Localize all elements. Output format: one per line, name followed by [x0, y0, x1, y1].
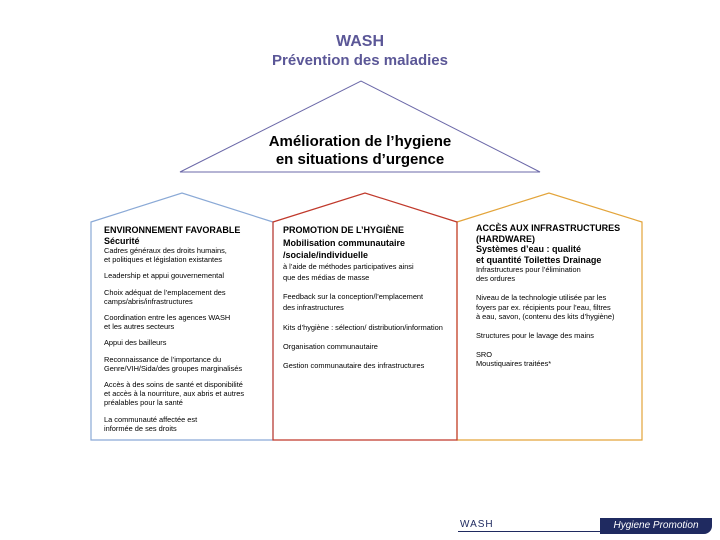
item-line: Appui des bailleurs	[104, 338, 167, 348]
list-item	[476, 293, 638, 321]
item-line: et politiques et législation existantes	[104, 255, 222, 265]
item-line: informée de ses droits	[104, 423, 177, 433]
item-line: foyers par ex. récipients pour l’eau, filtres	[476, 302, 611, 312]
item-line: Gestion communautaire des infrastructures	[283, 360, 425, 370]
item-line: et les autres secteurs	[104, 322, 175, 332]
item-line: SRO	[476, 350, 493, 360]
list-item	[476, 265, 638, 283]
list-item	[104, 246, 264, 264]
subheading-line: et quantité Toilettes Drainage	[476, 254, 602, 265]
item-line: Niveau de la technologie utilisée par les	[476, 293, 607, 303]
footer-wash-label: WASH	[460, 519, 494, 530]
page-subtitle: Prévention des maladies	[272, 52, 448, 69]
item-line: des ordures	[476, 274, 516, 284]
column-environnement	[104, 225, 264, 440]
item-line: Coordination entre les agences WASH	[104, 313, 231, 323]
list-item	[104, 380, 264, 408]
item-line: que des médias de masse	[283, 272, 370, 282]
roof-line-1: Amélioration de l’hygiene	[268, 133, 452, 150]
item-line: Cadres généraux des droits humains,	[104, 246, 227, 255]
subheading-line: Mobilisation communautaire	[283, 237, 406, 248]
list-item	[104, 271, 264, 280]
heading-line: ACCÈS AUX INFRASTRUCTURES	[476, 223, 621, 233]
column-heading: ENVIRONNEMENT FAVORABLE	[104, 225, 241, 235]
heading-line: (HARDWARE)	[476, 233, 535, 244]
item-line: préalables pour la santé	[104, 398, 183, 408]
list-item	[104, 415, 264, 433]
page-title: WASH	[336, 33, 384, 50]
item-line: Feedback sur la conception/l’emplacement	[283, 291, 424, 301]
item-line: à eau, savon, (contenu des kits d’hygiène)	[476, 311, 615, 321]
list-item	[283, 291, 453, 313]
roof-label	[240, 133, 480, 169]
list-item	[283, 261, 453, 283]
list-item	[283, 323, 453, 332]
column-subheading	[283, 238, 453, 261]
subheading-line: /sociale/individuelle	[283, 250, 369, 260]
list-item	[104, 338, 264, 347]
item-line: Kits d’hygiène : sélection/ distribution/information	[283, 322, 443, 332]
list-item	[283, 342, 453, 351]
item-line: Genre/VIH/Sida/des groupes marginalisés	[104, 363, 243, 373]
item-line: Infrastructures pour l’élimination	[476, 265, 581, 274]
roof-line-2: en situations d’urgence	[275, 151, 445, 168]
item-line: à l’aide de méthodes participatives ainsi	[283, 261, 414, 271]
subheading-line: Systèmes d’eau : qualité	[476, 244, 582, 254]
item-line: des infrastructures	[283, 302, 344, 312]
column-heading	[476, 223, 638, 244]
item-line: Accès à des soins de santé et disponibilité	[104, 380, 243, 390]
column-subheading: Sécurité	[104, 235, 140, 246]
item-line: Moustiquaires traitées*	[476, 359, 552, 369]
list-item	[283, 361, 453, 370]
list-item	[104, 288, 264, 306]
column-subheading	[476, 244, 638, 265]
item-line: Reconnaissance de l’importance du	[104, 354, 222, 364]
list-item	[104, 355, 264, 373]
item-line: et accès à la nourriture, aux abris et autres	[104, 389, 245, 399]
column-heading: PROMOTION DE L’HYGIÈNE	[283, 225, 405, 235]
column-acces	[476, 223, 638, 376]
item-line: Structures pour le lavage des mains	[476, 331, 594, 341]
item-line: Organisation communautaire	[283, 341, 378, 351]
list-item	[476, 350, 638, 368]
footer-badge: Hygiene Promotion	[600, 518, 712, 534]
footer-divider	[458, 531, 606, 532]
item-line: La communauté affectée est	[104, 414, 198, 424]
item-line: Leadership et appui gouvernemental	[104, 271, 224, 281]
list-item	[104, 313, 264, 331]
item-line: camps/abris/infrastructures	[104, 296, 193, 306]
item-line: Choix adéquat de l’emplacement des	[104, 287, 226, 297]
list-item	[476, 331, 638, 340]
column-promotion	[283, 225, 453, 377]
